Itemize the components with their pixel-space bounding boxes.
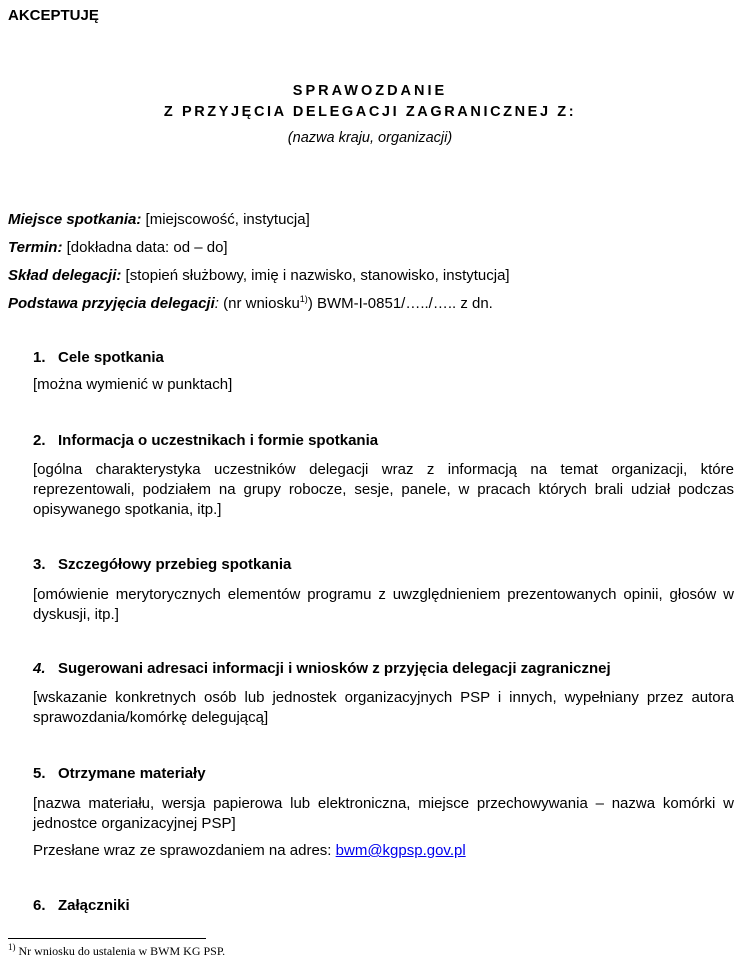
delegation-basis-row <box>8 295 493 312</box>
section-number: 6. <box>33 897 46 914</box>
meeting-place-label: Miejsce spotkania: <box>8 211 142 228</box>
email-link[interactable]: bwm@kgpsp.gov.pl <box>335 842 466 859</box>
section-body-1: [można wymienić w punktach] <box>33 376 233 393</box>
section-heading-4 <box>33 660 611 677</box>
section-title: Cele spotkania <box>58 349 164 366</box>
document-title: SPRAWOZDANIE <box>292 83 448 99</box>
section-number: 4. <box>33 660 46 677</box>
section-body-4: [wskazanie konkretnych osób lub jednostek organizacyjnych PSP i innych, wypełniany przez autora sprawozdania/komórkę delegującą] <box>33 689 734 726</box>
term-value: [dokładna data: od – do] <box>62 239 228 256</box>
section-heading-5 <box>33 765 206 782</box>
sent-to-row <box>33 842 466 859</box>
footnote-separator <box>8 938 206 939</box>
delegation-basis-colon: : <box>214 295 219 312</box>
delegation-composition-label: Skład delegacji: <box>8 267 122 284</box>
section-title: Sugerowani adresaci informacji i wniosków z przyjęcia delegacji zagranicznej <box>58 660 611 677</box>
section-heading-1 <box>33 349 164 366</box>
term-row <box>8 239 228 256</box>
meeting-place-value: [miejscowość, instytucja] <box>141 211 310 228</box>
section-heading-2 <box>33 432 378 449</box>
section-body-3: [omówienie merytorycznych elementów programu z uwzględnieniem prezentowanych opinii, głosów w dyskusji, itp.] <box>33 586 734 623</box>
section-title: Szczegółowy przebieg spotkania <box>58 556 292 573</box>
sent-to-text: Przesłane wraz ze sprawozdaniem na adres: <box>33 842 336 859</box>
delegation-composition-row <box>8 267 510 284</box>
footnote <box>8 944 225 959</box>
section-body-2: [ogólna charakterystyka uczestników delegacji wraz z informacją na temat organizacji, które reprezentowali, podziałem na grupy robocze, sesje, panele, w pracach których brali udział podczas opisywanego spotkania, itp.] <box>33 461 734 518</box>
accept-label: AKCEPTUJĘ <box>8 7 99 24</box>
delegation-basis-label: Podstawa przyjęcia delegacji <box>8 295 215 312</box>
delegation-basis-value-pre: (nr wniosku <box>218 295 300 312</box>
section-heading-3 <box>33 556 291 573</box>
delegation-composition-value: [stopień służbowy, imię i nazwisko, stanowisko, instytucja] <box>121 267 510 284</box>
footnote-text: Nr wniosku do ustalenia w BWM KG PSP. <box>15 944 226 958</box>
footnote-ref: 1) <box>299 294 308 304</box>
delegation-basis-value-post: ) BWM-I-0851/…../….. z dn. <box>307 295 493 312</box>
section-number: 3. <box>33 556 46 573</box>
section-title: Informacja o uczestnikach i formie spotkania <box>58 432 379 449</box>
section-number: 5. <box>33 765 46 782</box>
meeting-place-row <box>8 211 310 228</box>
document-title-line2: Z PRZYJĘCIA DELEGACJI ZAGRANICZNEJ Z: <box>163 104 577 120</box>
document-subtitle: (nazwa kraju, organizacji) <box>287 130 453 146</box>
section-heading-6 <box>33 897 130 914</box>
section-title: Otrzymane materiały <box>58 765 206 782</box>
section-title: Załączniki <box>58 897 130 914</box>
term-label: Termin: <box>8 239 63 256</box>
section-body-5: [nazwa materiału, wersja papierowa lub elektroniczna, miejsce przechowywania – nazwa komórki w jednostce organizacyjnej PSP] <box>33 795 734 832</box>
footnote-mark: 1) <box>8 942 16 952</box>
section-number: 2. <box>33 432 46 449</box>
section-number: 1. <box>33 349 46 366</box>
